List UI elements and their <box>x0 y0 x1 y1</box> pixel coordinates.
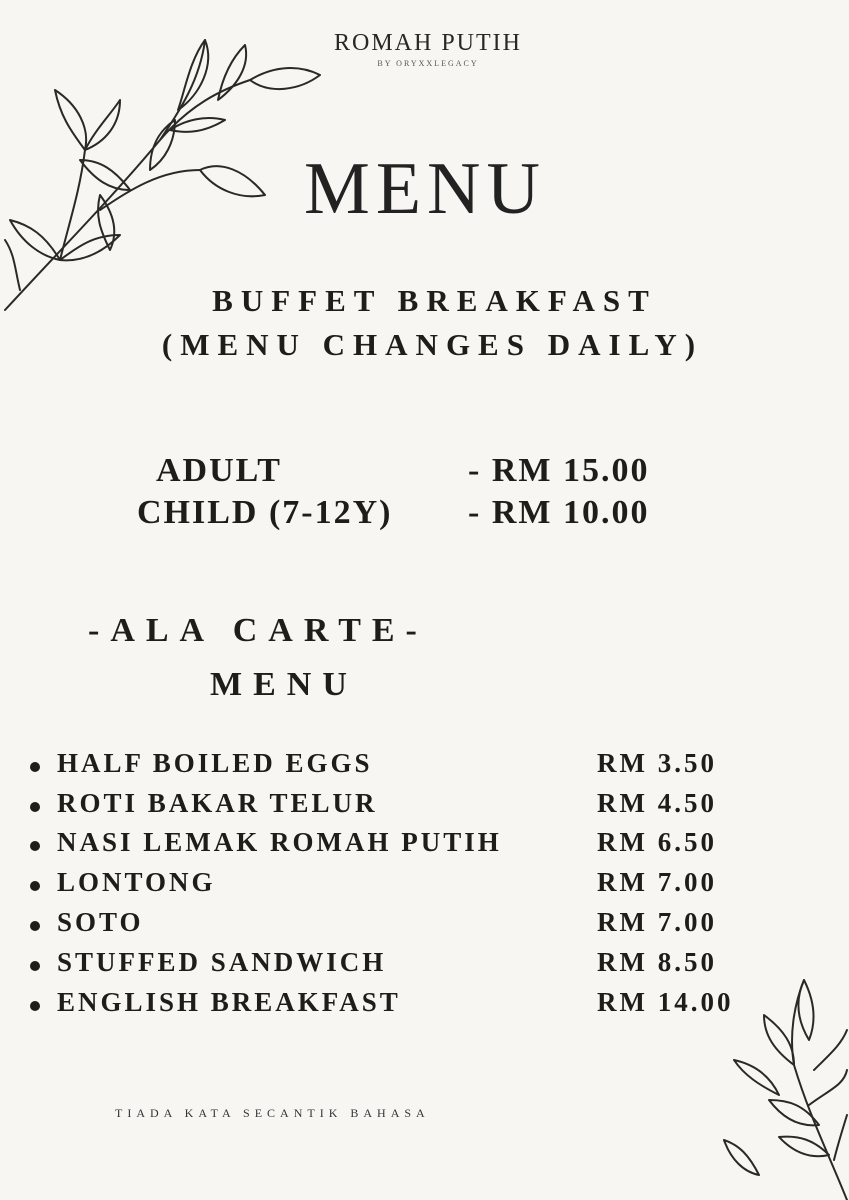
buffet-adult-price: - RM 15.00 <box>468 452 650 489</box>
item-name: HALF BOILED EGGS <box>57 748 373 778</box>
page-title: MENU <box>304 148 546 230</box>
list-item <box>30 827 830 867</box>
ala-carte-subheading: MENU <box>210 666 358 703</box>
item-name: STUFFED SANDWICH <box>57 947 387 977</box>
item-price: RM 7.00 <box>597 867 717 897</box>
item-name: ENGLISH BREAKFAST <box>57 987 401 1017</box>
bullet-icon <box>30 762 40 772</box>
item-name: NASI LEMAK ROMAH PUTIH <box>57 827 502 857</box>
item-price: RM 8.50 <box>597 947 717 977</box>
bullet-icon <box>30 921 40 931</box>
brand-header <box>318 30 538 68</box>
buffet-child-price: - RM 10.00 <box>468 494 650 531</box>
buffet-heading: BUFFET BREAKFAST <box>212 283 657 318</box>
bullet-icon <box>30 961 40 971</box>
buffet-child-label: CHILD (7-12Y) <box>137 494 393 531</box>
bullet-icon <box>30 881 40 891</box>
item-price: RM 14.00 <box>597 987 734 1017</box>
item-name: LONTONG <box>57 867 216 897</box>
bullet-icon <box>30 841 40 851</box>
list-item <box>30 987 830 1027</box>
ala-carte-heading: -ALA CARTE- <box>88 612 428 649</box>
footer-tagline: TIADA KATA SECANTIK BAHASA <box>115 1106 430 1120</box>
item-name: SOTO <box>57 907 144 937</box>
list-item <box>30 867 830 907</box>
buffet-note: (MENU CHANGES DAILY) <box>161 327 704 362</box>
brand-name: ROMAH PUTIH <box>333 30 522 56</box>
list-item <box>30 748 830 788</box>
buffet-adult-label: ADULT <box>156 452 282 489</box>
item-name: ROTI BAKAR TELUR <box>57 788 378 818</box>
list-item <box>30 788 830 828</box>
bullet-icon <box>30 802 40 812</box>
item-price: RM 7.00 <box>597 907 717 937</box>
brand-subtitle: BY ORYXXLEGACY <box>377 59 479 68</box>
list-item <box>30 907 830 947</box>
list-item <box>30 947 830 987</box>
bullet-icon <box>30 1001 40 1011</box>
item-price: RM 3.50 <box>597 748 717 778</box>
item-price: RM 6.50 <box>597 827 717 857</box>
item-price: RM 4.50 <box>597 788 717 818</box>
